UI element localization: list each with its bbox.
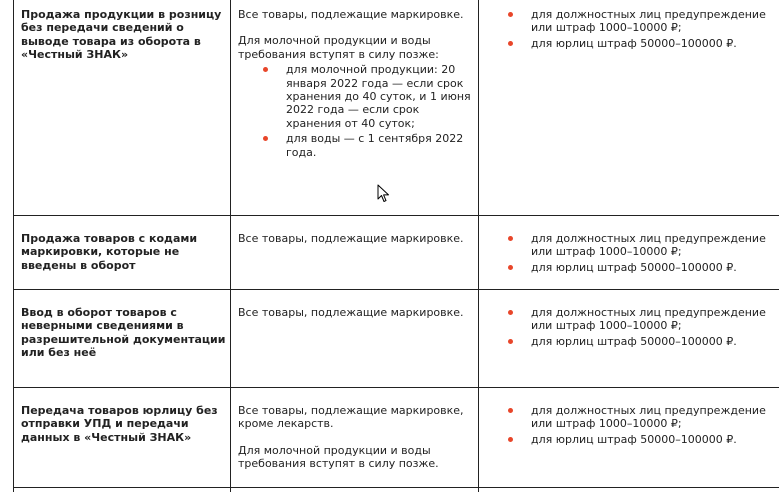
violation-text: Продажа товаров с кодами маркировки, которые не введены в оборот [21, 232, 198, 272]
violation-text: Передача товаров юрлицу без отправки УПД и передачи данных в «Честный ЗНАК» [21, 404, 218, 444]
bullet-icon [508, 41, 513, 46]
row-divider-3 [13, 387, 779, 388]
bullet-icon [508, 265, 513, 270]
list-item: для юрлиц штраф 50000–100000 ₽. [479, 37, 779, 50]
scope-note: Для молочной продукции и воды требования вступят в силу позже. [238, 443, 439, 471]
list-item: для воды — с 1 сентября 2022 года. [238, 132, 477, 159]
bullet-icon [263, 136, 268, 141]
bullet-icon [508, 310, 513, 315]
scope-cell [231, 0, 477, 215]
table-row [0, 298, 779, 387]
bullet-icon [508, 236, 513, 241]
violation-text: Ввод в оборот товаров с неверными сведениями в разрешительной документации или без неё [21, 306, 226, 360]
penalty-list [479, 404, 779, 446]
list-item: для должностных лиц предупреждение или штраф 1000–10000 ₽; [479, 404, 779, 431]
dates-list [238, 63, 477, 159]
penalty-cell [479, 298, 779, 387]
penalty-cell [479, 0, 779, 215]
table-row [0, 396, 779, 487]
list-item: для молочной продукции: 20 января 2022 года — если срок хранения до 40 суток, и 1 июня 2022 года — если срок хранения от 40 суток; [238, 63, 477, 130]
scope-cell [231, 298, 477, 387]
row-divider-1 [13, 215, 779, 216]
bullet-icon [263, 67, 268, 72]
penalty-list [479, 8, 779, 50]
row-divider-2 [13, 289, 779, 290]
bullet-icon [508, 12, 513, 17]
scope-text: Все товары, подлежащие маркировке. [238, 306, 464, 319]
violation-cell [13, 224, 229, 289]
scope-cell [231, 224, 477, 289]
bullet-icon [508, 339, 513, 344]
mouse-pointer-icon [377, 184, 390, 204]
violation-cell [13, 298, 229, 387]
penalty-list [479, 306, 779, 348]
penalty-list [479, 232, 779, 274]
list-item: для должностных лиц предупреждение или штраф 1000–10000 ₽; [479, 8, 779, 35]
bullet-icon [508, 437, 513, 442]
violation-cell [13, 0, 229, 215]
scope-text: Все товары, подлежащие маркировке. [238, 8, 464, 21]
table-row [0, 0, 779, 215]
list-item: для юрлиц штраф 50000–100000 ₽. [479, 433, 779, 446]
violation-text: Продажа продукции в розницу без передачи сведений о выводе товара из оборота в «Честный ЗНАК» [21, 8, 222, 62]
penalty-cell [479, 224, 779, 289]
list-item: для должностных лиц предупреждение или штраф 1000–10000 ₽; [479, 232, 779, 259]
list-item: для юрлиц штраф 50000–100000 ₽. [479, 261, 779, 274]
scope-cell [231, 396, 477, 487]
list-item: для должностных лиц предупреждение или штраф 1000–10000 ₽; [479, 306, 779, 333]
penalty-cell [479, 396, 779, 487]
violation-cell [13, 396, 229, 487]
bullet-icon [508, 408, 513, 413]
scope-text: Все товары, подлежащие маркировке. [238, 232, 464, 245]
list-item: для юрлиц штраф 50000–100000 ₽. [479, 335, 779, 348]
scope-note: Для молочной продукции и воды требования вступят в силу позже: [238, 34, 439, 61]
table-row [0, 224, 779, 289]
scope-text: Все товары, подлежащие маркировке, кроме лекарств. [238, 404, 464, 431]
row-divider-4 [13, 487, 779, 488]
